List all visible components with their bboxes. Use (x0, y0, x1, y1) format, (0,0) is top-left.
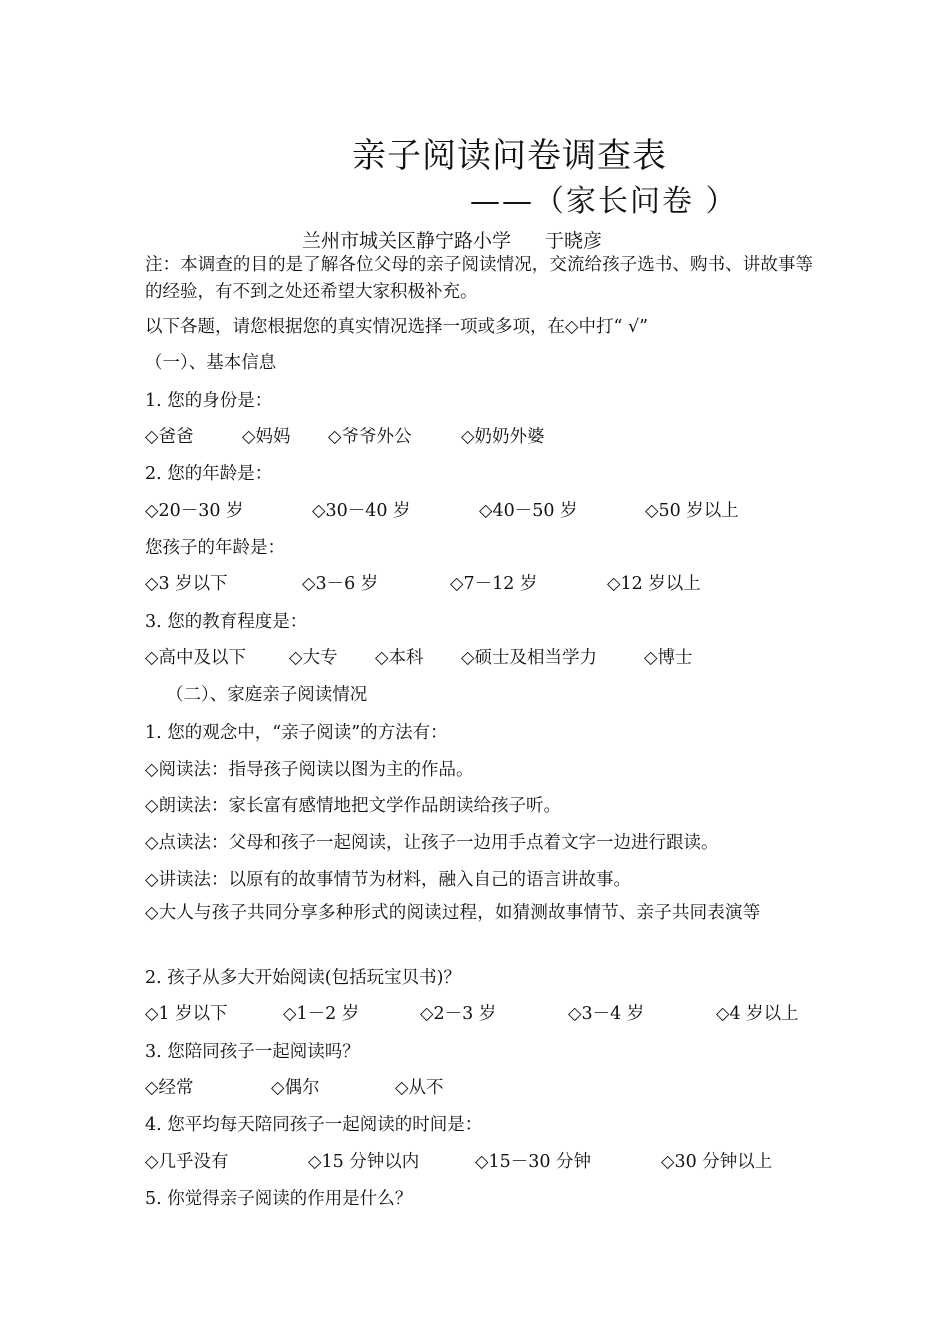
question-age: 2. 您的年龄是： (145, 464, 273, 484)
option-edu-doctor[interactable]: ◇博士 (644, 648, 693, 668)
option-often[interactable]: ◇经常 (145, 1078, 194, 1098)
page-title: 亲子阅读问卷调查表 (352, 136, 667, 176)
option-time-15-30[interactable]: ◇15－30 分钟 (475, 1152, 592, 1172)
option-time-under-15[interactable]: ◇15 分钟以内 (308, 1152, 420, 1172)
option-method-storytelling[interactable]: ◇讲读法：以原有的故事情节为材料，融入自己的语言讲故事。 (145, 870, 631, 890)
option-start-2-3[interactable]: ◇2－3 岁 (420, 1004, 497, 1024)
option-method-reading[interactable]: ◇阅读法：指导孩子阅读以图为主的作品。 (145, 760, 474, 780)
option-edu-high-school[interactable]: ◇高中及以下 (145, 648, 246, 668)
question-reading-methods: 1. 您的观念中，“亲子阅读”的方法有： (145, 723, 448, 743)
author-name: 于晓彦 (545, 230, 603, 252)
option-age-20-30[interactable]: ◇20－30 岁 (145, 501, 244, 521)
option-age-50-plus[interactable]: ◇50 岁以上 (645, 501, 739, 521)
option-sometimes[interactable]: ◇偶尔 (271, 1078, 320, 1098)
option-dad[interactable]: ◇爸爸 (145, 427, 194, 447)
option-edu-master[interactable]: ◇硕士及相当学力 (461, 648, 597, 668)
option-start-3-4[interactable]: ◇3－4 岁 (568, 1004, 645, 1024)
question-education: 3. 您的教育程度是： (145, 612, 308, 632)
option-child-over-12[interactable]: ◇12 岁以上 (607, 574, 701, 594)
option-grandma[interactable]: ◇奶奶外婆 (461, 427, 545, 447)
option-method-read-aloud[interactable]: ◇朗读法：家长富有感情地把文学作品朗读给孩子听。 (145, 796, 561, 816)
option-child-7-12[interactable]: ◇7－12 岁 (450, 574, 538, 594)
option-start-1-2[interactable]: ◇1－2 岁 (283, 1004, 360, 1024)
option-edu-college[interactable]: ◇大专 (289, 648, 338, 668)
survey-note: 注：本调查的目的是了解各位父母的亲子阅读情况，交流给孩子选书、购书、讲故事等的经验，有不到之处还希望大家积极补充。 (145, 255, 813, 302)
option-mom[interactable]: ◇妈妈 (242, 427, 291, 447)
author-line (302, 226, 602, 253)
option-time-over-30[interactable]: ◇30 分钟以上 (661, 1152, 773, 1172)
option-grandpa[interactable]: ◇爷爷外公 (328, 427, 412, 447)
option-method-shared-label: ◇大人与孩子共同分享多种形式的阅读过程，如猜测故事情节、亲子共同表演等 (145, 903, 761, 923)
option-start-under-1[interactable]: ◇1 岁以下 (145, 1004, 228, 1024)
question-identity: 1. 您的身份是： (145, 391, 273, 411)
option-never[interactable]: ◇从不 (395, 1078, 444, 1098)
option-age-30-40[interactable]: ◇30－40 岁 (312, 501, 411, 521)
option-method-shared[interactable] (145, 900, 813, 926)
option-child-under-3[interactable]: ◇3 岁以下 (145, 574, 228, 594)
option-age-40-50[interactable]: ◇40－50 岁 (479, 501, 578, 521)
section-heading-family-reading: （二）、家庭亲子阅读情况 (166, 685, 368, 705)
question-start-age: 2. 孩子从多大开始阅读(包括玩宝贝书)？ (145, 968, 461, 988)
author-school: 兰州市城关区静宁路小学 (302, 230, 512, 252)
section-heading-basic-info: （一）、基本信息 (145, 353, 277, 373)
option-child-3-6[interactable]: ◇3－6 岁 (302, 574, 379, 594)
instruction: 以下各题，请您根据您的真实情况选择一项或多项，在◇中打“ √” (145, 317, 649, 337)
page-subtitle: ——（家长问卷 ） (470, 184, 738, 219)
question-daily-time: 4. 您平均每天陪同孩子一起阅读的时间是： (145, 1115, 483, 1135)
option-start-over-4[interactable]: ◇4 岁以上 (716, 1004, 799, 1024)
question-reading-effect: 5. 你觉得亲子阅读的作用是什么？ (145, 1189, 413, 1209)
option-method-point-reading[interactable]: ◇点读法：父母和孩子一起阅读，让孩子一边用手点着文字一边进行跟读。 (145, 833, 719, 853)
question-child-age: 您孩子的年龄是： (145, 538, 285, 558)
option-edu-bachelor[interactable]: ◇本科 (375, 648, 424, 668)
option-time-almost-none[interactable]: ◇几乎没有 (145, 1152, 229, 1172)
question-accompany: 3. 您陪同孩子一起阅读吗？ (145, 1042, 360, 1062)
